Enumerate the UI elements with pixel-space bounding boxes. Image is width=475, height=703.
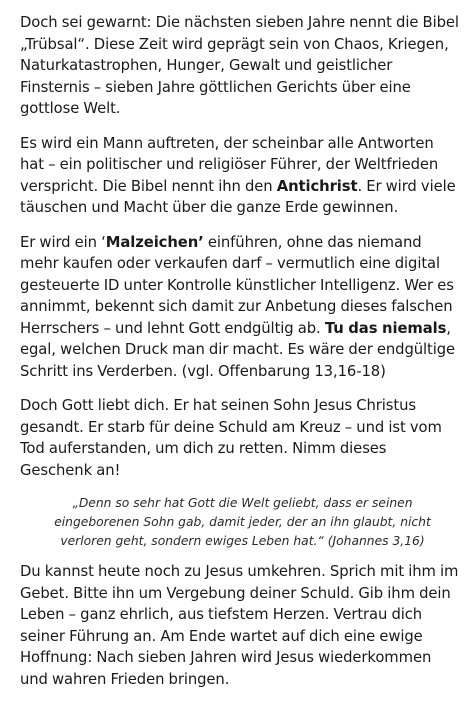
paragraph-text: Doch Gott liebt dich. Er hat seinen Sohn Jesus Christus gesandt. Er starb für deine Schuld am Kreuz – und ist vom Tod auferstanden, um dich zu retten. Nimm dieses Geschenk an! (20, 397, 442, 479)
emphasis-antichrist: Antichrist (276, 177, 358, 195)
paragraph-text: Er wird ein ‘ (20, 233, 106, 251)
paragraph-gospel (20, 395, 461, 481)
emphasis-malzeichen: Malzeichen’ (105, 233, 204, 251)
document-page (20, 12, 461, 703)
paragraph-text: , egal, welchen Druck man dir macht. Es wäre der endgültige Schritt ins Verderben. (vgl. Offenbarung 13,16-18) (20, 319, 456, 380)
paragraph-tribulation (20, 12, 461, 120)
paragraph-mark (20, 232, 461, 383)
paragraph-closing: Du kannst heute noch zu Jesus umkehren. Sprich mit ihm im Gebet. Bitte ihn um Vergebung deiner Schuld. Gib ihm dein Leben – ganz ehrlich, aus tiefstem Herzen. Vertrau dich seiner Führung an. Am Ende wartet auf dich eine ewige Hoffnung: Nach sieben Jahren wird Jesus wiederkommen und wahren Frieden bringen. (20, 563, 459, 688)
paragraph-text: Es wird ein Mann auftreten, der scheinbar alle Antworten hat – ein politischer und religiöser Führer, der Weltfrieden verspricht. Die Bibel nennt ihn den (20, 134, 439, 195)
paragraph-text: Doch sei gewarnt: Die nächsten sieben Jahre nennt die Bibel „Trübsal“. Diese Zeit wird geprägt sein von Chaos, Kriegen, Naturkatastrophen, Hunger, Gewalt und geistlicher Finsternis – sieben Jahre göttlichen Gerichts über eine gottlose Welt. (20, 14, 459, 117)
paragraph-antichrist (20, 133, 461, 219)
paragraph-text: . Er wird viele täuschen und Macht über die ganze Erde gewinnen. (20, 177, 456, 216)
emphasis-tu-das-niemals: Tu das niemals (324, 319, 447, 337)
bible-quote: „Denn so sehr hat Gott die Welt geliebt, dass er seinen eingeborenen Sohn gab, damit jeder, der an ihn glaubt, nicht verloren geht, sondern ewiges Leben hat.“ (Johannes 3,16) (54, 496, 431, 548)
paragraph-text: einführen, ohne das niemand mehr kaufen oder verkaufen darf – vermutlich eine digital gesteuerte ID unter Kontrolle künstlicher Intelligenz. Wer es annimmt, bekennt sich damit zur Anbetung dieses falschen Herrschers – und lehnt Gott endgültig ab. (20, 233, 454, 337)
